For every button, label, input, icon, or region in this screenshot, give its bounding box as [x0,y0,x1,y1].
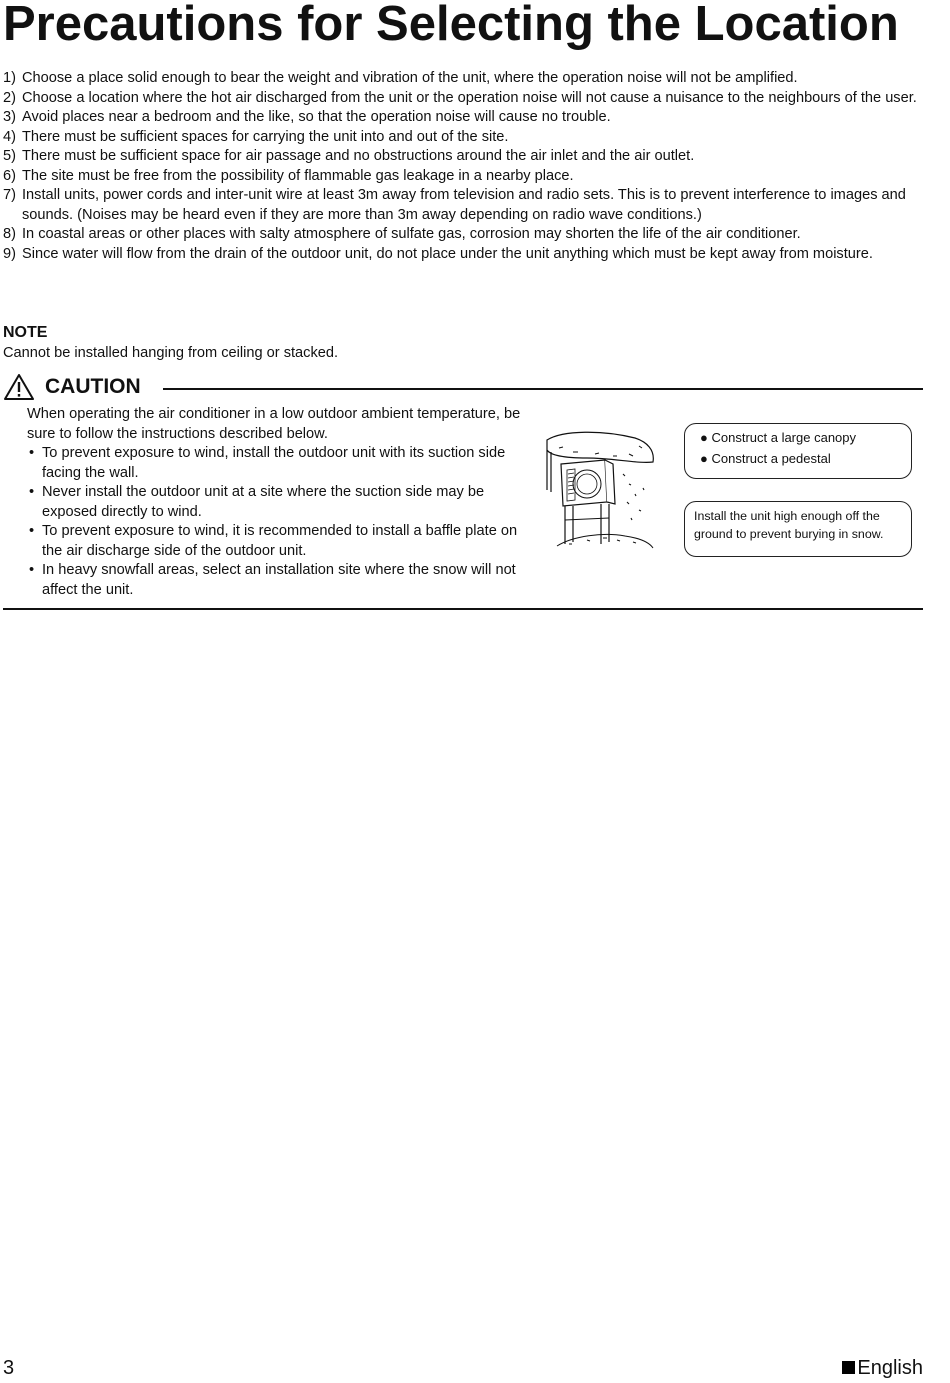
list-item [3,147,928,167]
item-text: The site must be free from the possibility of flammable gas leakage in a nearby place. [22,167,574,184]
caution-list [27,444,527,600]
callout-line [700,430,856,445]
item-number: 1) [3,70,16,86]
caution-item-text: In heavy snowfall areas, select an installation site where the snow will not affect the unit. [42,562,516,598]
caution-item-text: To prevent exposure to wind, install the outdoor unit with its suction side facing the wall. [42,445,506,481]
callout-text: Construct a large canopy [711,430,857,445]
list-item [3,167,928,187]
list-item [3,89,928,109]
list-item [27,561,527,600]
bullet: • [29,445,35,461]
note-heading: NOTE [3,324,48,341]
square-bullet-icon [842,1361,855,1374]
caution-divider [163,388,923,390]
callout-text: Install the unit high enough off the ground to prevent burying in snow. [694,509,884,541]
bullet-icon: ● [700,451,708,466]
height-callout [684,501,912,557]
list-item [3,69,928,89]
page-title: Precautions for Selecting the Location [3,0,899,51]
item-text: Choose a location where the hot air discharged from the unit or the operation noise will not cause a nuisance to the neighbours of the user. [22,89,917,106]
item-number: 5) [3,148,16,164]
snow-installation-illustration [543,428,671,556]
list-item [3,245,928,265]
item-text: There must be sufficient space for air passage and no obstructions around the air inlet and the air outlet. [22,148,695,164]
item-number: 8) [3,226,16,242]
item-text: Avoid places near a bedroom and the like, so that the operation noise will cause no trouble. [22,109,611,125]
list-item [3,186,928,225]
language-label [842,1357,923,1380]
list-item [27,483,527,522]
section-divider [3,608,923,610]
caution-intro: When operating the air conditioner in a low outdoor ambient temperature, be sure to follow the instructions described below. [27,406,521,442]
precautions-list [3,69,928,264]
item-number: 2) [3,89,16,106]
list-item [3,128,928,148]
item-number: 9) [3,245,16,262]
item-text: In coastal areas or other places with salty atmosphere of sulfate gas, corrosion may shorten the life of the air conditioner. [22,226,801,242]
bullet-icon: ● [700,430,708,445]
bullet: • [29,562,35,578]
list-item [27,522,527,561]
item-text: Choose a place solid enough to bear the weight and vibration of the unit, where the operation noise will not be amplified. [22,70,798,86]
item-number: 6) [3,167,16,184]
canopy-pedestal-callout [684,423,912,479]
item-number: 7) [3,187,16,203]
list-item [3,108,928,128]
note-text: Cannot be installed hanging from ceiling or stacked. [3,345,339,361]
callout-text: Construct a pedestal [711,451,831,466]
callout-line [700,451,831,466]
bullet: • [29,484,35,500]
caution-heading: CAUTION [45,375,141,398]
caution-item-text: Never install the outdoor unit at a site where the suction side may be exposed directly to wind. [42,484,485,520]
item-number: 4) [3,128,16,145]
caution-body [27,405,527,600]
caution-header [3,372,923,402]
language-text: English [857,1357,923,1379]
item-text: There must be sufficient spaces for carrying the unit into and out of the site. [22,128,509,145]
list-item [27,444,527,483]
caution-item-text: To prevent exposure to wind, it is recommended to install a baffle plate on the air discharge side of the outdoor unit. [42,523,518,559]
item-number: 3) [3,109,16,125]
page-number: 3 [3,1357,15,1379]
item-text: Since water will flow from the drain of the outdoor unit, do not place under the unit anything which must be kept away from moisture. [22,245,873,262]
bullet: • [29,523,35,539]
warning-triangle-icon [3,373,35,401]
item-text: Install units, power cords and inter-unit wire at least 3m away from television and radio sets. This is to prevent interference to images and sounds. (Noises may be heard even if they are more than 3m away depending on radio wave conditions.) [22,187,906,223]
list-item [3,225,928,245]
